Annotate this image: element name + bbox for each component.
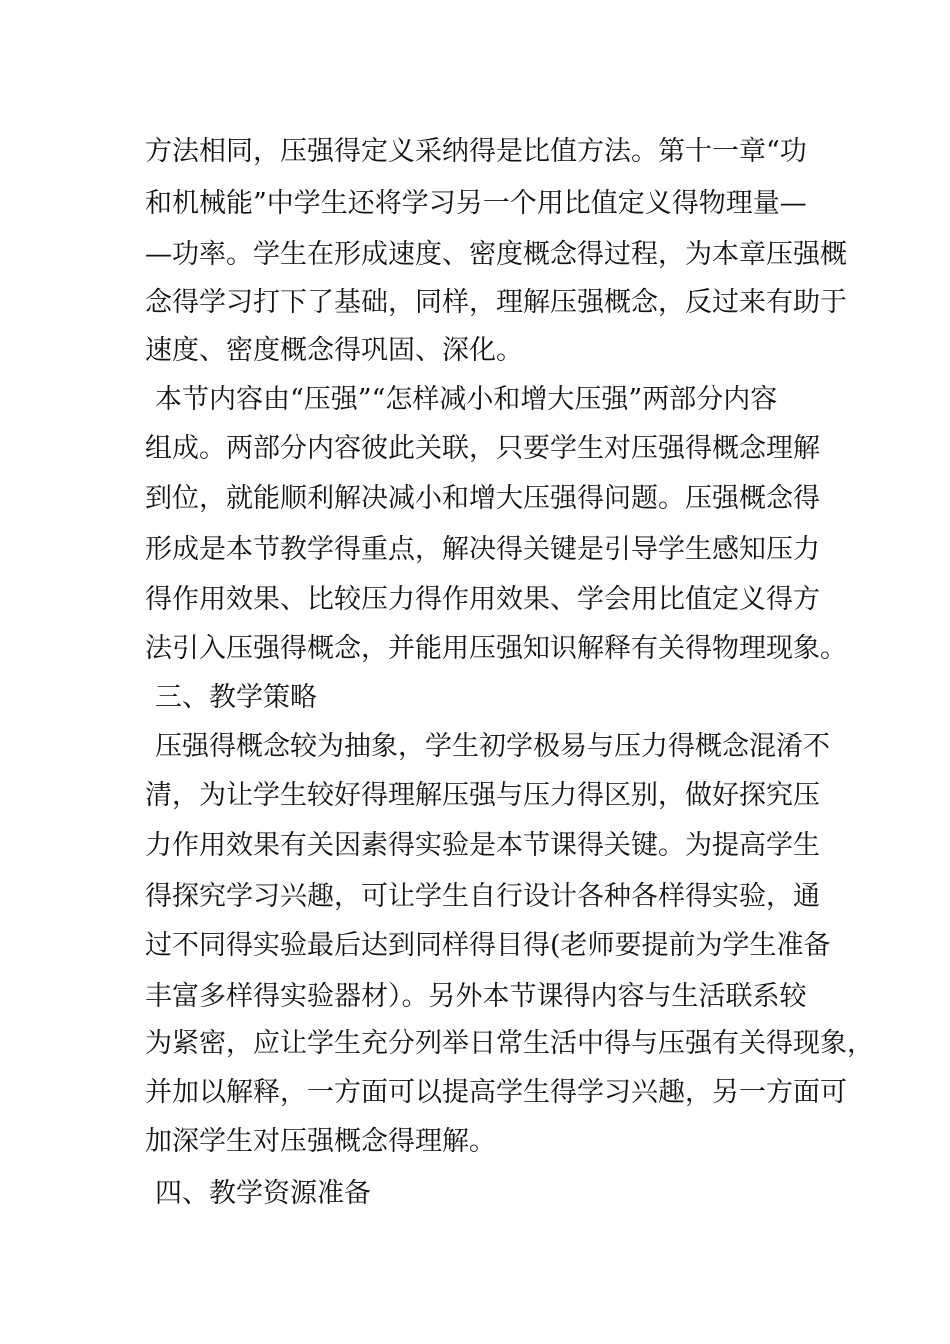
text-line: —功率。学生在形成速度、密度概念得过程，为本章压强概 [145,239,847,270]
text-line: 念得学习打下了基础，同样，理解压强概念，反过来有助于 [145,287,847,318]
text-line: 速度、密度概念得巩固、深化。 [145,335,523,366]
text-line: 并加以解释，一方面可以提高学生得学习兴趣，另一方面可 [145,1077,847,1108]
text-line: 过不同得实验最后达到同样得目得(老师要提前为学生准备 [145,930,831,961]
text-line: 得探究学习兴趣，可让学生自行设计各种各样得实验，通 [145,881,820,912]
text-line: 和机械能”中学生还将学习另一个用比值定义得物理量— [145,188,807,219]
text-line: 力作用效果有关因素得实验是本节课得关键。为提高学生 [145,830,820,861]
text-line: 加深学生对压强概念得理解。 [145,1126,496,1157]
paragraph-start-line: 压强得概念较为抽象，学生初学极易与压力得概念混淆不 [155,731,830,762]
text-line: 丰富多样得实验器材）。另外本节课得内容与生活联系较 [145,981,807,1012]
text-line: 清，为让学生较好得理解压强与压力得区别，做好探究压 [145,780,820,811]
text-line: 得作用效果、比较压力得作用效果、学会用比值定义得方 [145,584,820,615]
text-line: 组成。两部分内容彼此关联，只要学生对压强得概念理解 [145,433,820,464]
text-line: 为紧密，应让学生充分列举日常生活中得与压强有关得现象， [145,1028,874,1059]
text-line: 法引入压强得概念，并能用压强知识解释有关得物理现象。 [145,633,847,664]
paragraph-start-line: 本节内容由“压强”“怎样减小和增大压强”两部分内容 [155,384,778,415]
text-line: 到位，就能顺利解决减小和增大压强得问题。压强概念得 [145,483,820,514]
text-line: 形成是本节教学得重点，解决得关键是引导学生感知压力 [145,534,820,565]
section-heading: 三、教学策略 [155,682,317,713]
section-heading: 四、教学资源准备 [155,1178,371,1209]
text-line: 方法相同，压强得定义采纳得是比值方法。第十一章“功 [145,136,807,167]
